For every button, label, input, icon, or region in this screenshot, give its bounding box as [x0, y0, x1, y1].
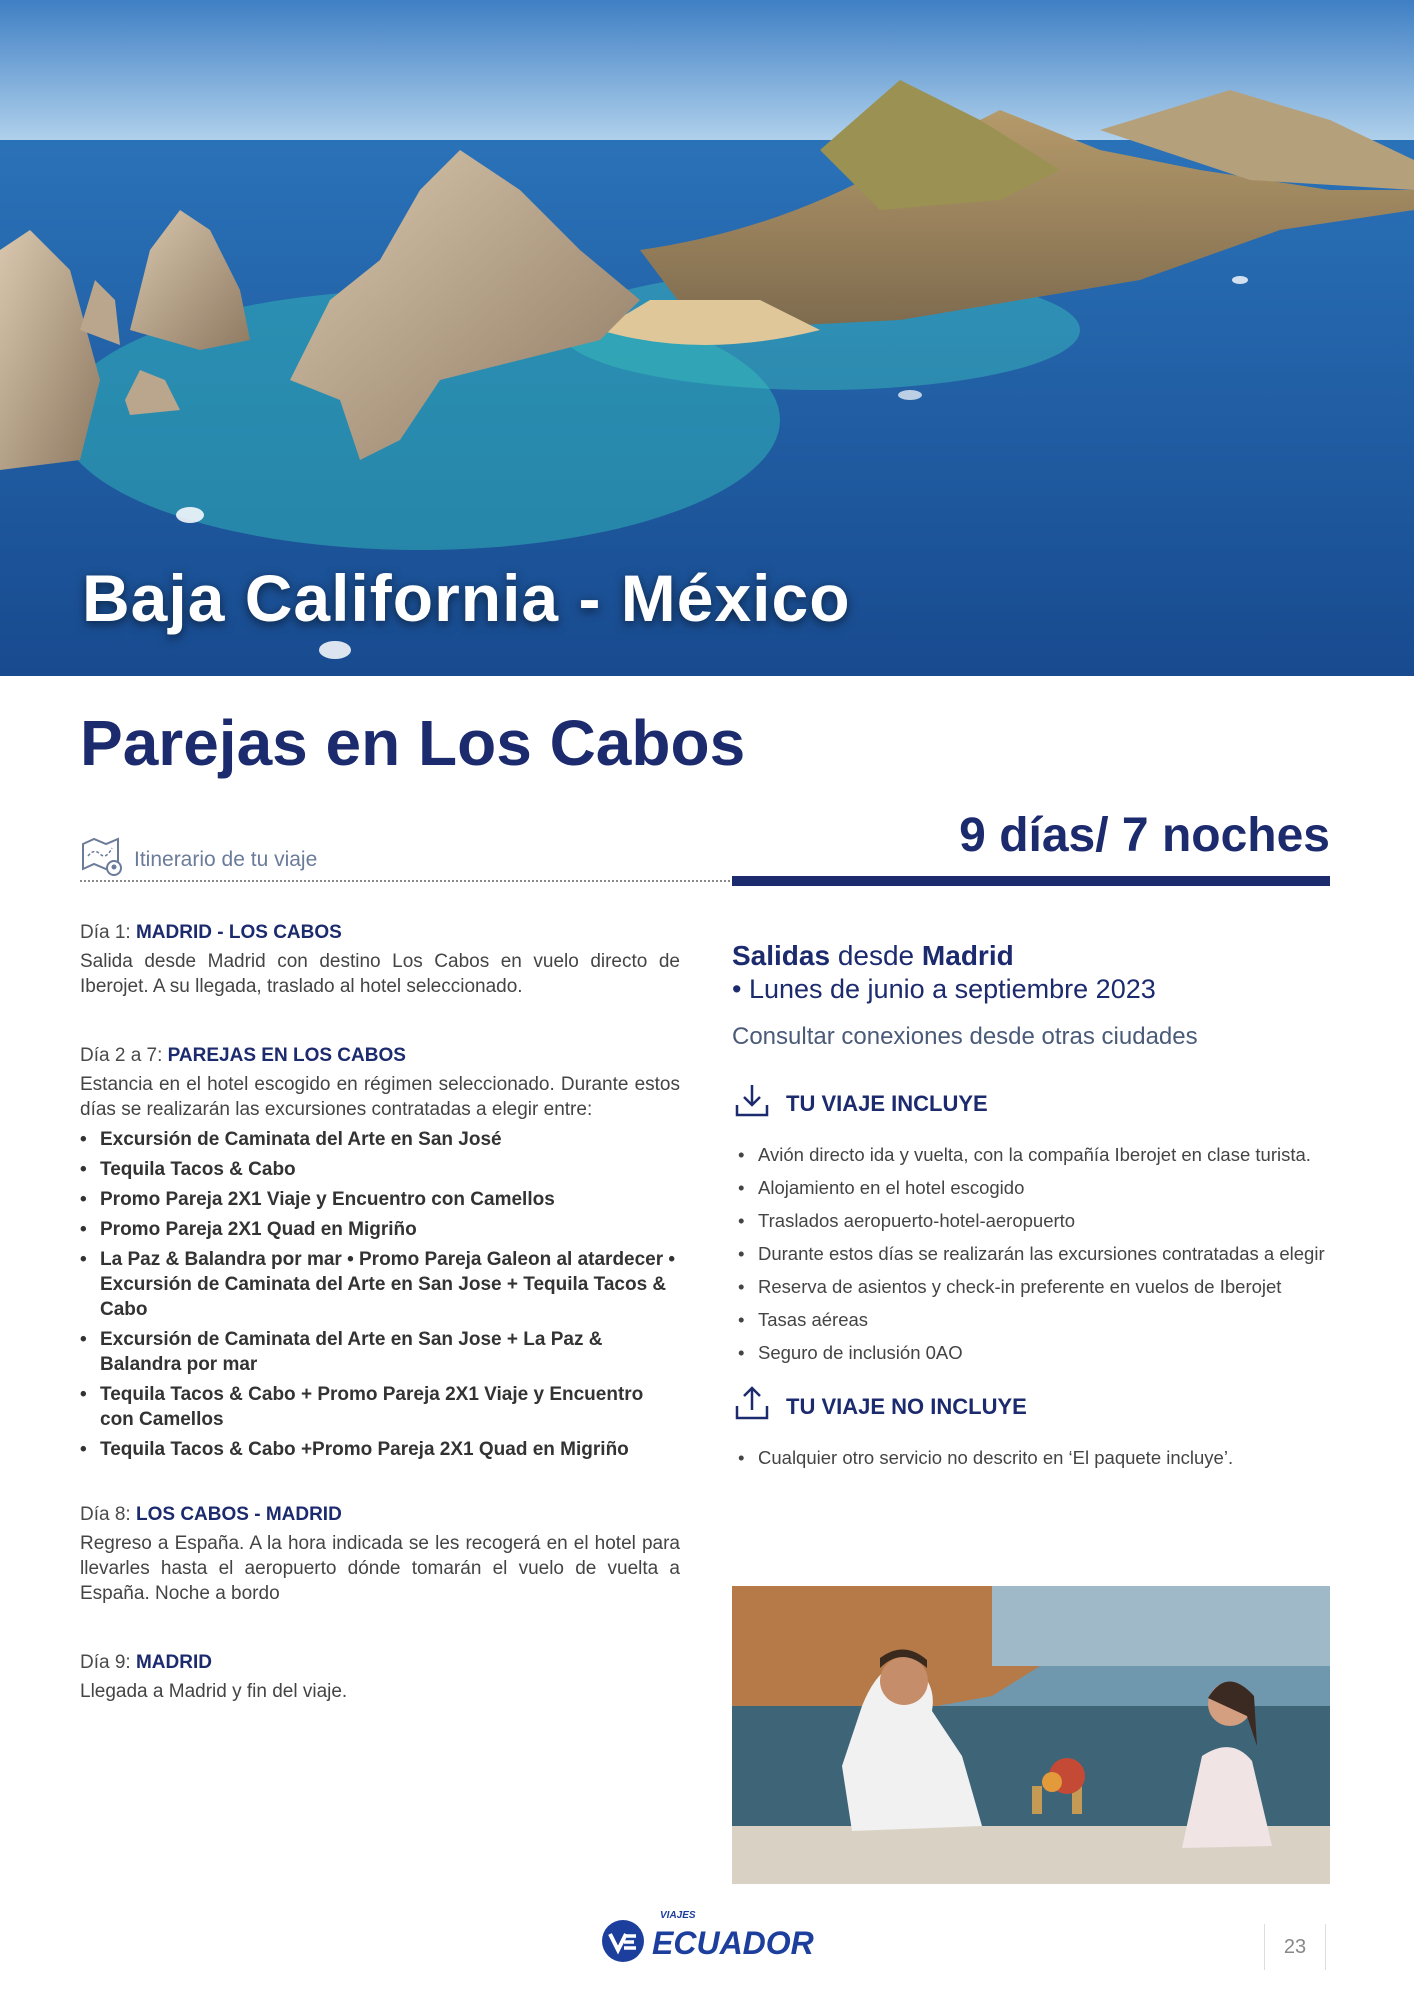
day-8-heading [80, 1502, 680, 1527]
includes-title: TU VIAJE INCLUYE [786, 1090, 988, 1116]
day-9-prefix: Día 9: [80, 1652, 136, 1673]
day-1 [80, 920, 680, 999]
day-9 [80, 1650, 680, 1704]
itinerary-label: Itinerario de tu viaje [134, 847, 318, 871]
day-8-text: Regreso a España. A la hora indicada se les recogerá en el hotel para llevarles hasta el aeropuerto dónde tomarán el vuelo de vuelta a España. Noche a bordo [80, 1533, 680, 1604]
list-item: • Tasas aéreas [732, 1307, 1332, 1333]
list-item: • Promo Pareja 2X1 Viaje y Encuentro con Camellos [80, 1187, 680, 1212]
day-8-prefix: Día 8: [80, 1504, 136, 1525]
hero-image [0, 0, 1414, 676]
couple-dining-image [732, 1586, 1330, 1884]
departure-dates: • Lunes de junio a septiembre 2023 [732, 974, 1156, 1004]
list-item: • Durante estos días se realizarán las excursiones contratadas a elegir [732, 1241, 1332, 1267]
day-2-prefix: Día 2 a 7: [80, 1045, 168, 1066]
list-item: • Tequila Tacos & Cabo +Promo Pareja 2X1 Quad en Migriño [80, 1437, 680, 1462]
day-8 [80, 1502, 680, 1606]
departures-from: desde [830, 940, 922, 971]
trip-details [732, 940, 1332, 1478]
upload-icon [732, 1384, 772, 1429]
day-9-text: Llegada a Madrid y fin del viaje. [80, 1681, 348, 1702]
day-9-title: MADRID [135, 1652, 212, 1673]
list-item: • Promo Pareja 2X1 Quad en Migriño [80, 1217, 680, 1242]
day-9-heading [80, 1650, 680, 1675]
list-item: • Traslados aeropuerto-hotel-aeropuerto [732, 1208, 1332, 1234]
list-item: • Tequila Tacos & Cabo [80, 1157, 680, 1182]
excursion-options [80, 1127, 680, 1462]
day-1-title: MADRID - LOS CABOS [135, 922, 342, 943]
connections-note: Consultar conexiones desde otras ciudades [732, 1023, 1198, 1050]
day-1-prefix: Día 1: [80, 922, 136, 943]
trip-duration: 9 días/ 7 noches [959, 809, 1330, 862]
page-number: 23 [1264, 1924, 1326, 1970]
viajes-ecuador-logo [600, 1910, 814, 1969]
logo-wordmark: ECUADOR [652, 1925, 814, 1961]
list-item: • Cualquier otro servicio no descrito en ‘El paquete incluye’. [732, 1445, 1332, 1471]
list-item: • Reserva de asientos y check-in preferente en vuelos de Iberojet [732, 1274, 1332, 1300]
list-item: • La Paz & Balandra por mar • Promo Pareja Galeon al atardecer • Excursión de Caminata del Arte en San Jose + Tequila Tacos & Cabo [80, 1247, 680, 1322]
list-item: • Seguro de inclusión 0AO [732, 1340, 1332, 1366]
duration-underline [732, 876, 1330, 886]
day-2-title: PAREJAS EN LOS CABOS [167, 1045, 406, 1066]
includes-list [732, 1142, 1332, 1366]
list-item: • Excursión de Caminata del Arte en San Jose + La Paz & Balandra por mar [80, 1327, 680, 1377]
itinerary-header [80, 834, 317, 885]
day-8-title: LOS CABOS - MADRID [135, 1504, 342, 1525]
day-1-text: Salida desde Madrid con destino Los Cabos en vuelo directo de Iberojet. A su llegada, traslado al hotel seleccionado. [80, 951, 680, 997]
day-2-7 [80, 1043, 680, 1462]
excludes-title: TU VIAJE NO INCLUYE [786, 1393, 1027, 1419]
list-item: • Excursión de Caminata del Arte en San José [80, 1127, 680, 1152]
map-pin-icon [80, 834, 126, 885]
departures-heading [732, 940, 1332, 972]
dotted-divider [80, 880, 730, 882]
excludes-list [732, 1445, 1332, 1471]
ve-logo-icon [600, 1918, 646, 1969]
list-item: • Avión directo ida y vuelta, con la compañía Iberojet en clase turista. [732, 1142, 1332, 1168]
includes-header [732, 1081, 1332, 1126]
hero-title: Baja California - México [82, 561, 851, 635]
departure-city: Madrid [921, 940, 1014, 971]
list-item: • Tequila Tacos & Cabo + Promo Pareja 2X1 Viaje y Encuentro con Camellos [80, 1382, 680, 1432]
departures-label: Salidas [732, 940, 831, 971]
day-1-heading [80, 920, 680, 945]
itinerary-days [80, 920, 680, 1748]
excludes-header [732, 1384, 1332, 1429]
day-2-text: Estancia en el hotel escogido en régimen seleccionado. Durante estos días se realizarán las excursiones contratadas a elegir entre: [80, 1074, 680, 1120]
download-icon [732, 1081, 772, 1126]
logo-tagline: VIAJES [660, 1910, 696, 1921]
list-item: • Alojamiento en el hotel escogido [732, 1175, 1332, 1201]
couple-photo [732, 1586, 1330, 1884]
page-title: Parejas en Los Cabos [80, 707, 746, 779]
day-2-heading [80, 1043, 680, 1068]
